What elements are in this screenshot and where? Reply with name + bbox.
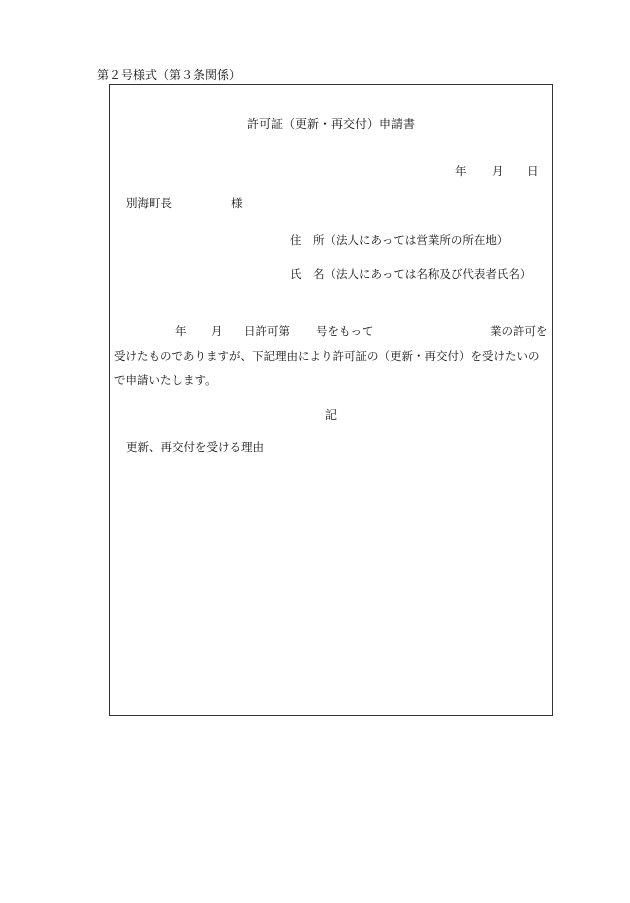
body-business-label: 業の許可を	[490, 324, 548, 338]
form-number: 第２号様式（第３条関係）	[97, 68, 242, 82]
body-day-permit-label: 日許可第	[244, 324, 290, 338]
applicant-address-label: 住 所（法人にあっては営業所の所在地）	[290, 233, 509, 247]
date-month-label: 月	[492, 164, 504, 178]
form-title: 許可証（更新・再交付）申請書	[246, 117, 415, 131]
body-year-label: 年	[175, 324, 187, 338]
addressee-honorific: 様	[231, 196, 243, 210]
date-year-label: 年	[455, 164, 467, 178]
body-month-label: 月	[211, 324, 223, 338]
body-number-label: 号をもって	[316, 324, 374, 338]
addressee-name: 別海町長	[126, 196, 172, 210]
body-text-line-3: で申請いたします。	[114, 373, 217, 387]
ki-heading: 記	[324, 408, 337, 422]
applicant-name-label: 氏 名（法人にあっては名称及び代表者氏名）	[290, 267, 532, 281]
date-day-label: 日	[527, 164, 539, 178]
application-form	[109, 84, 553, 716]
body-text-line-2: 受けたものでありますが、下記理由により許可証の（更新・再交付）を受けたいの	[114, 349, 540, 363]
reason-label: 更新、再交付を受ける理由	[126, 440, 264, 454]
